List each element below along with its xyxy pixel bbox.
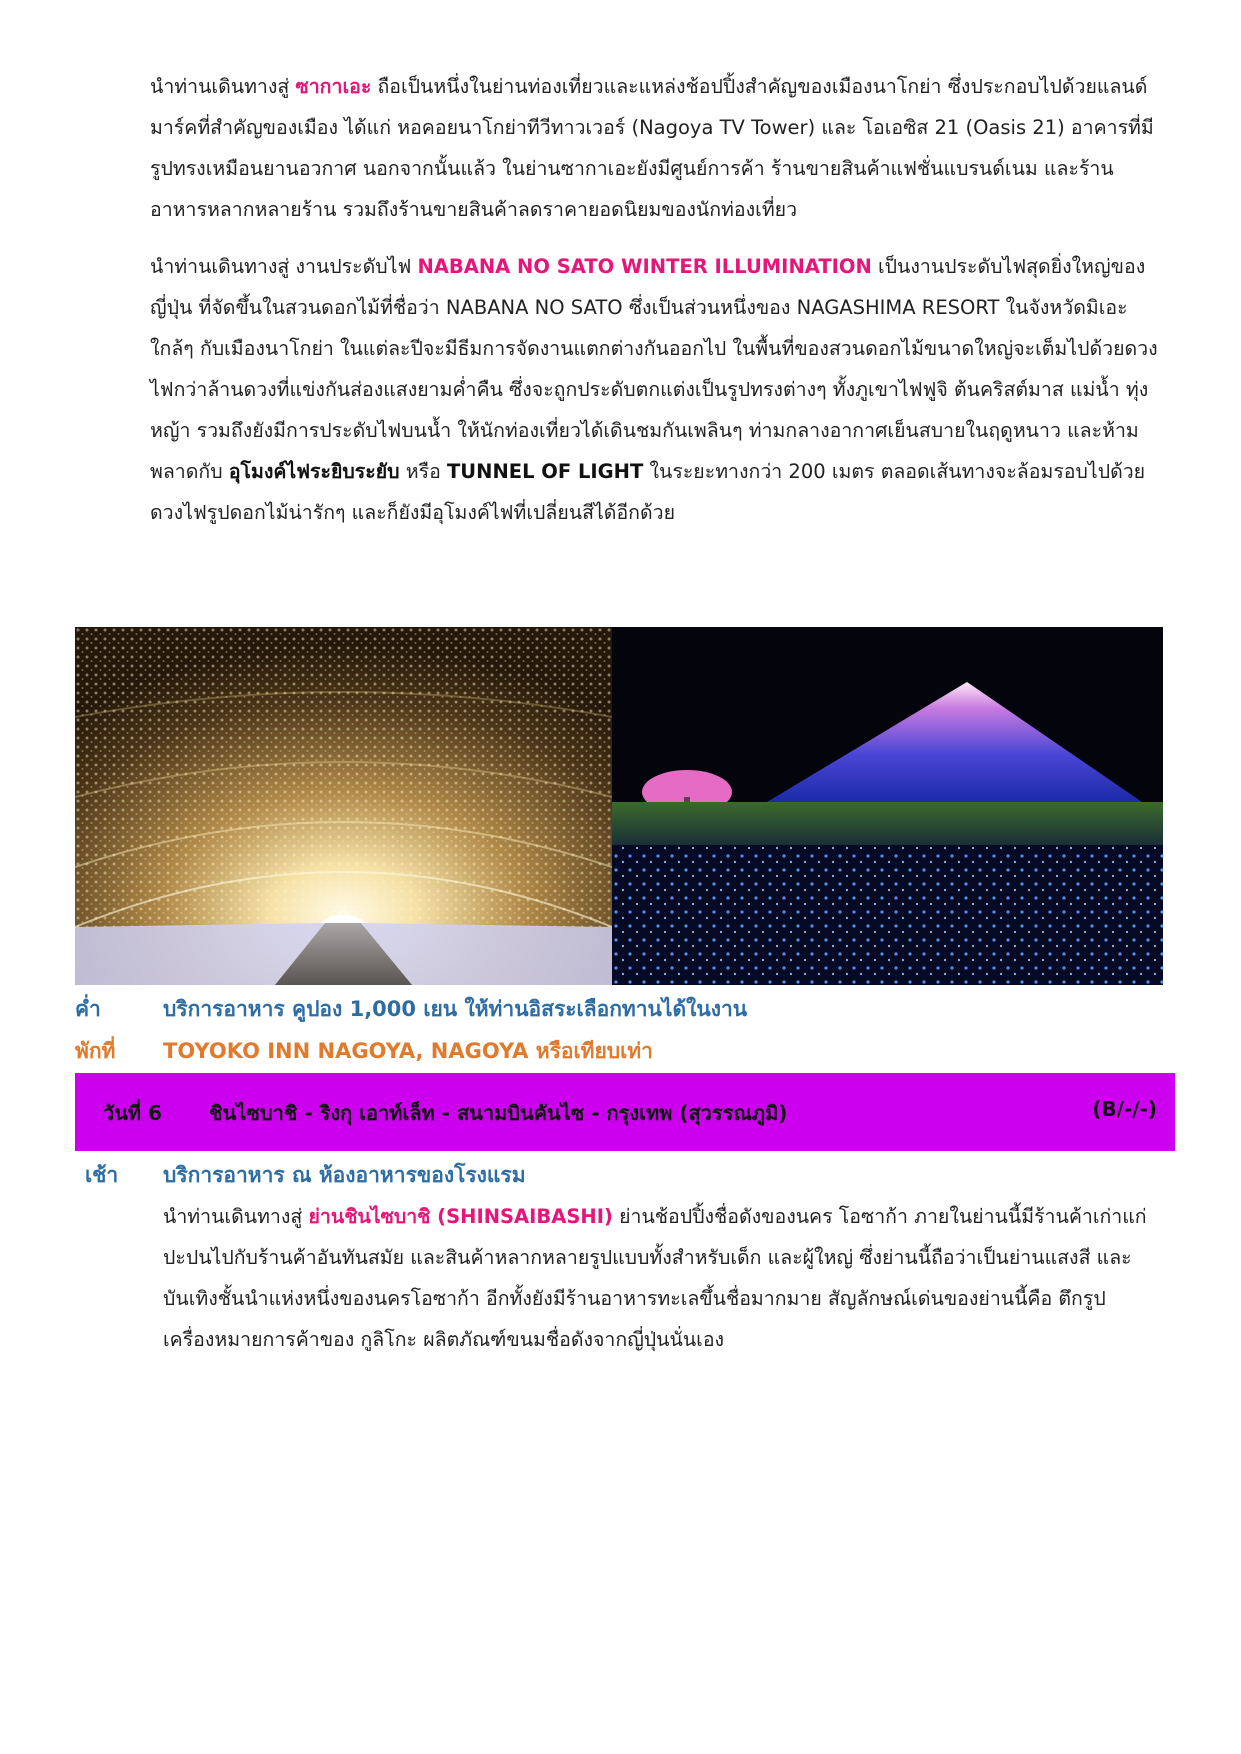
nabana-paragraph: [150, 246, 1165, 533]
para3-lead: นำท่านเดินทางสู่: [163, 1205, 309, 1228]
para2-connector: หรือ: [399, 460, 447, 483]
hotel-alt: หรือเทียบเท่า: [528, 1039, 653, 1063]
nabana-photos: [75, 627, 1163, 985]
nabana-highlight: NABANA NO SATO WINTER ILLUMINATION: [417, 255, 872, 278]
hotel-name: TOYOKO INN NAGOYA, NAGOYA: [163, 1039, 529, 1063]
tunnel-of-light-photo: [75, 627, 612, 985]
dinner-text: บริการอาหาร คูปอง 1,000 เยน ให้ท่านอิสระเลือกทานได้ในงาน: [163, 997, 748, 1021]
shinsaibashi-highlight: ย่านชินไซบาชิ (SHINSAIBASHI): [308, 1205, 613, 1228]
para3-rest: ย่านช้อปปิ้งชื่อดังของนคร โอซาก้า ภายในย่านนี้มีร้านค้าเก่าแก่ปะปนไปกับร้านค้าอันทันสมัย และสินค้าหลากหลายรูปแบบทั้งสำหรับเด็ก และผู้ใหญ่ ซึ่งย่านนี้ถือว่าเป็นย่านแสงสี และบันเทิงชั้นนำแห่งหนึ่งของนครโอซาก้า อีกทั้งยังมีร้านอาหารทะเลขึ้นชื่อมากมาย สัญลักษณ์เด่นของย่านนี้คือ ตึกรูปเครื่องหมายการค้าของ กูลิโกะ ผลิตภัณฑ์ขนมชื่อดังจากญี่ปุ่นนั่นเอง: [163, 1205, 1147, 1351]
intro-sakae-paragraph: [150, 66, 1165, 230]
day6-route: ชินไซบาชิ - ริงกุ เอาท์เล็ท - สนามบินคันไซ - กรุงเทพ (สุวรรณภูมิ): [209, 1101, 788, 1125]
day6-band: [75, 1073, 1175, 1151]
hotel-text: [163, 1035, 653, 1068]
para2-lead: นำท่านเดินทางสู่ งานประดับไฟ: [150, 255, 418, 278]
tunnel-of-light-image: [75, 627, 612, 985]
day6-meals: (B/-/-): [1092, 1097, 1157, 1121]
mount-fuji-lights-photo: [612, 627, 1163, 985]
para1-lead: นำท่านเดินทางสู่: [150, 75, 296, 98]
para2-middle: เป็นงานประดับไฟสุดยิ่งใหญ่ของญี่ปุ่น ที่จัดขึ้นในสวนดอกไม้ที่ชื่อว่า NABANA NO SATO ซึ่งเป็นส่วนหนึ่งของ NAGASHIMA RESORT ในจังหวัดมิเอะ ใกล้ๆ กับเมืองนาโกย่า ในแต่ละปีจะมีธีมการจัดงานแตกต่างกันออกไป ในพื้นที่ของสวนดอกไม้ขนาดใหญ่จะเต็มไปด้วยดวงไฟกว่าล้านดวงที่แข่งกันส่องแสงยามค่ำคืน ซึ่งจะถูกประดับตกแต่งเป็นรูปทรงต่างๆ ทั้งภูเขาไฟฟูจิ ต้นคริสต์มาส แม่น้ำ ทุ่งหญ้า รวมถึงยังมีการประดับไฟบนน้ำ ให้นักท่องเที่ยวได้เดินชมกันเพลินๆ ท่ามกลางอากาศเย็นสบายในฤดูหนาว และห้ามพลาดกับ: [150, 255, 1158, 483]
breakfast-text: บริการอาหาร ณ ห้องอาหารของโรงแรม: [163, 1163, 526, 1187]
para1-rest: ถือเป็นหนึ่งในย่านท่องเที่ยวและแหล่งช้อปปิ้งสำคัญของเมืองนาโกย่า ซึ่งประกอบไปด้วยแลนด์มาร์คที่สำคัญของเมือง ได้แก่ หอคอยนาโกย่าทีวีทาวเวอร์ (Nagoya TV Tower) และ โอเอซิส 21 (Oasis 21) อาคารที่มีรูปทรงเหมือนยานอวกาศ นอกจากนั้นแล้ว ในย่านซากาเอะยังมีศูนย์การค้า ร้านขายสินค้าแฟชั่นแบรนด์เนม และร้านอาหารหลากหลายร้าน รวมถึงร้านขายสินค้าลดราคายอดนิยมของนักท่องเที่ยว: [150, 75, 1154, 221]
mount-fuji-lights-image: [612, 627, 1163, 985]
sakae-highlight: ซากาเอะ: [295, 75, 372, 98]
shinsaibashi-paragraph: [163, 1196, 1168, 1360]
breakfast-label: เช้า: [85, 1163, 119, 1187]
hotel-label: พักที่: [75, 1039, 116, 1063]
tunnel-english-bold: TUNNEL OF LIGHT: [446, 460, 644, 483]
para2-rest: ในระยะทางกว่า 200 เมตร ตลอดเส้นทางจะล้อมรอบไปด้วยดวงไฟรูปดอกไม้น่ารักๆ และก็ยังมีอุโมงค์ไฟที่เปลี่ยนสีได้อีกด้วย: [150, 460, 1146, 524]
day6-number: วันที่ 6: [103, 1101, 162, 1125]
tunnel-thai-bold: อุโมงค์ไฟระยิบระยับ: [228, 460, 400, 483]
dinner-label: ค่ำ: [75, 997, 101, 1021]
